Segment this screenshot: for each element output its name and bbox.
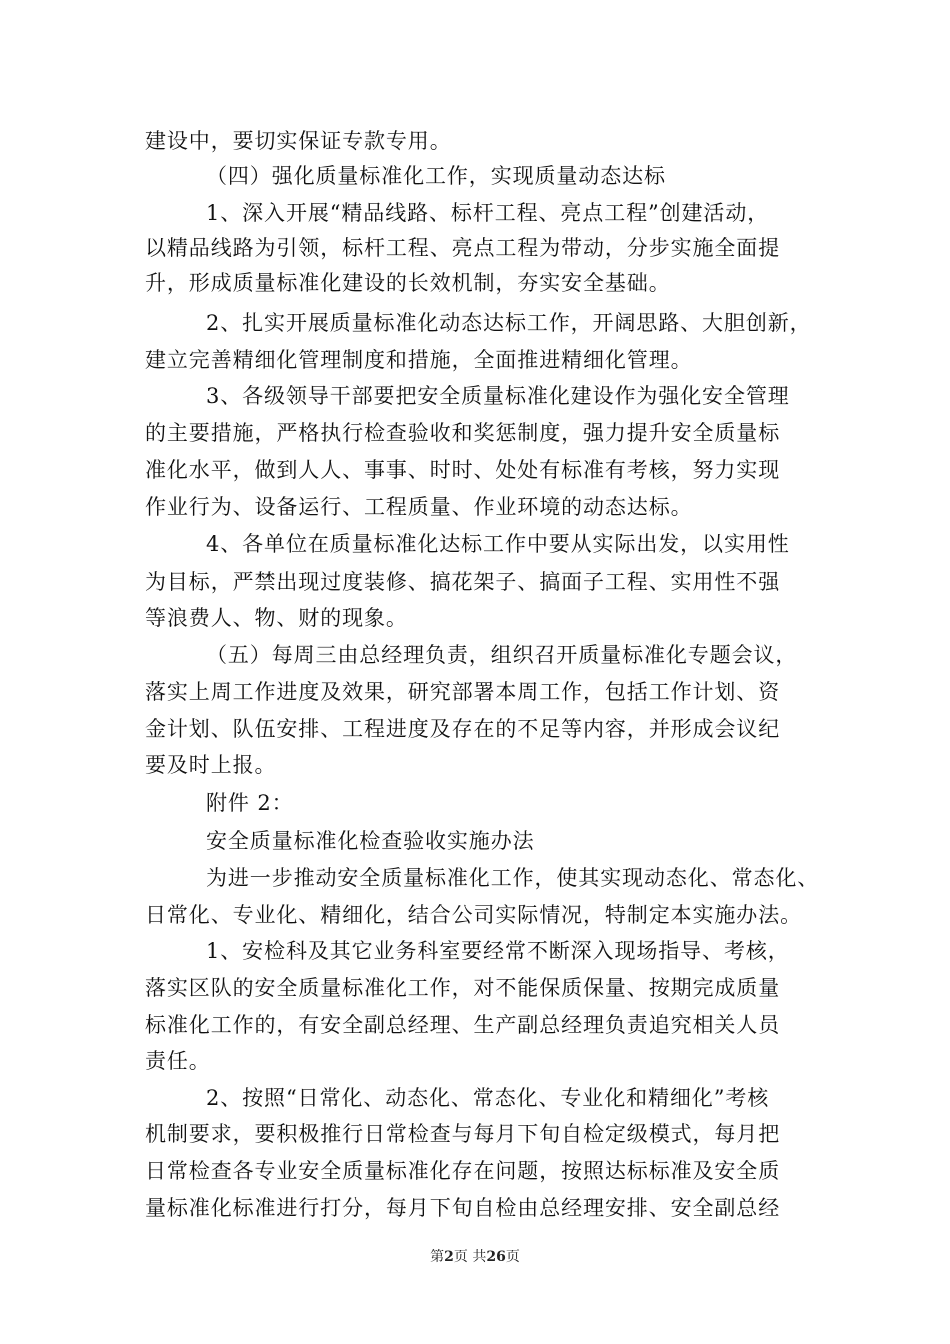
text-line: 4、各单位在质量标准化达标工作中要从实际出发，以实用性 <box>206 532 790 556</box>
text-line: 建设中，要切实保证专款专用。 <box>145 129 452 153</box>
page-footer <box>0 1248 950 1266</box>
text-line: 1、深入开展“精品线路、标杆工程、亮点工程”创建活动， <box>206 201 770 225</box>
total-page-number: 26 <box>486 1249 506 1265</box>
text-line: 日常化、专业化、精细化，结合公司实际情况，特制定本实施办法。 <box>145 903 802 927</box>
text-line: 落实上周工作进度及效果，研究部署本周工作，包括工作计划、资 <box>145 680 781 704</box>
footer-middle: 页 共 <box>453 1249 487 1265</box>
footer-prefix: 第 <box>430 1249 445 1265</box>
text-line: 2、按照“日常化、动态化、常态化、专业化和精细化”考核 <box>206 1086 770 1110</box>
text-line: 量标准化标准进行打分，每月下旬自检由总经理安排、安全副总经 <box>145 1196 781 1220</box>
text-line: 以精品线路为引领，标杆工程、亮点工程为带动，分步实施全面提 <box>145 236 781 260</box>
text-line: 升，形成质量标准化建设的长效机制，夯实安全基础。 <box>145 271 671 295</box>
text-line: 金计划、队伍安排、工程进度及存在的不足等内容，并形成会议纪 <box>145 717 781 741</box>
text-line: 建立完善精细化管理制度和措施，全面推进精细化管理。 <box>145 348 693 372</box>
text-line: 的主要措施，严格执行检查验收和奖惩制度，强力提升安全质量标 <box>145 421 781 445</box>
text-line: 落实区队的安全质量标准化工作，对不能保质保量、按期完成质量 <box>145 976 781 1000</box>
text-line: 为目标，严禁出现过度装修、搞花架子、搞面子工程、实用性不强 <box>145 570 781 594</box>
text-line: 1、安检科及其它业务科室要经常不断深入现场指导、考核， <box>206 939 790 963</box>
footer-suffix: 页 <box>505 1249 520 1265</box>
text-line: 标准化工作的，有安全副总经理、生产副总经理负责追究相关人员 <box>145 1013 781 1037</box>
text-line: 附件 2： <box>206 791 294 815</box>
text-line: 日常检查各专业安全质量标准化存在问题，按照达标标准及安全质 <box>145 1159 781 1183</box>
text-line: 机制要求，要积极推行日常检查与每月下旬自检定级模式，每月把 <box>145 1122 781 1146</box>
text-line: （五）每周三由总经理负责，组织召开质量标准化专题会议， <box>206 643 798 667</box>
text-line: 安全质量标准化检查验收实施办法 <box>206 829 535 853</box>
current-page-number: 2 <box>444 1249 454 1265</box>
text-line: （四）强化质量标准化工作，实现质量动态达标 <box>206 164 666 188</box>
text-line: 准化水平，做到人人、事事、时时、处处有标准有考核，努力实现 <box>145 458 781 482</box>
text-line: 2、扎实开展质量标准化动态达标工作，开阔思路、大胆创新， <box>206 311 812 335</box>
text-line: 责任。 <box>145 1049 211 1073</box>
text-line: 为进一步推动安全质量标准化工作，使其实现动态化、常态化、 <box>206 866 820 890</box>
text-line: 等浪费人、物、财的现象。 <box>145 606 408 630</box>
text-line: 要及时上报。 <box>145 753 277 777</box>
text-line: 3、各级领导干部要把安全质量标准化建设作为强化安全管理 <box>206 384 790 408</box>
text-line: 作业行为、设备运行、工程质量、作业环境的动态达标。 <box>145 495 693 519</box>
